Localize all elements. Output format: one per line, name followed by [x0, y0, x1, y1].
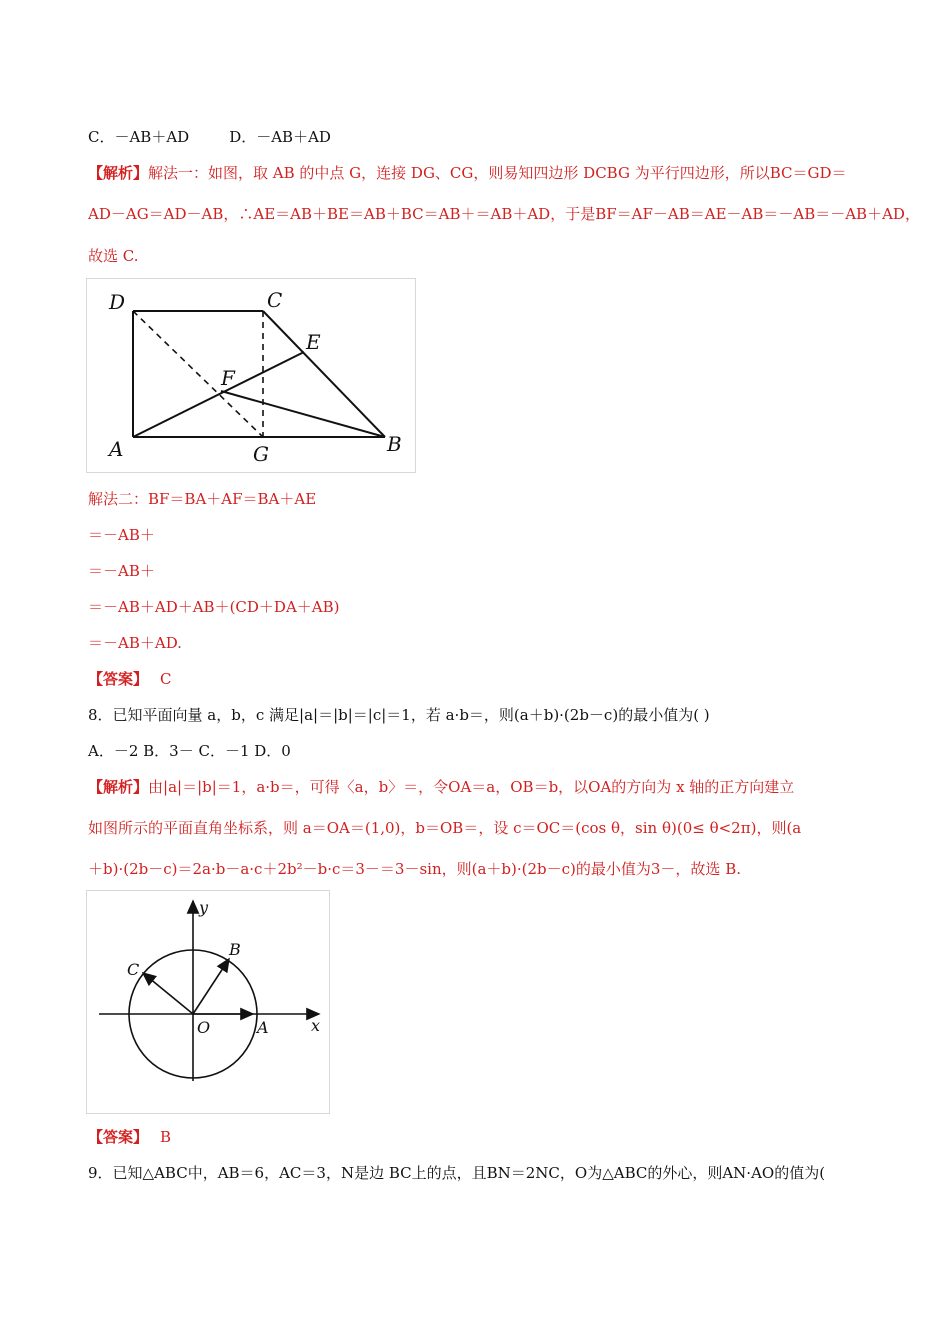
label-g: G	[253, 442, 269, 466]
answer-value: C	[160, 670, 172, 688]
label-y: y	[199, 898, 209, 917]
label-f: F	[221, 366, 235, 390]
analysis8-text1: 由|a|＝|b|＝1，a·b＝，可得〈a，b〉＝，令OA＝a，OB＝b，以OA的方向为 x 轴的正方向建立	[148, 778, 795, 796]
analysis1-line3: 故选 C.	[88, 247, 139, 265]
analysis2-line1: 解法二：BF＝BA＋AF＝BA＋AE	[88, 490, 317, 508]
answer-value: B	[160, 1128, 172, 1146]
analysis2-line5: ＝－AB＋AD.	[88, 634, 182, 652]
label-b: B	[229, 940, 241, 959]
answer-tag: 【答案】	[88, 1128, 149, 1146]
analysis1-text1: 解法一：如图，取 AB 的中点 G，连接 DG、CG，则易知四边形 DCBG 为平行四边形，所以BC＝GD＝	[148, 164, 847, 182]
answer-q8	[88, 1126, 171, 1148]
label-a: A	[257, 1018, 269, 1037]
vector-oc	[143, 973, 193, 1014]
analysis8-line1	[88, 776, 794, 798]
vector-ob	[193, 959, 229, 1014]
label-c: C	[127, 960, 140, 979]
label-a: A	[109, 437, 124, 461]
analysis8-line3: ＋b)·(2b－c)＝2a·b－a·c＋2b²－b·c＝3－＝3－sin，则(a＋b)·(2b－c)的最小值为3－，故选 B.	[88, 860, 741, 878]
q8-stem: 8．已知平面向量 a，b，c 满足|a|＝|b|＝|c|＝1，若 a·b＝，则(a＋b)·(2b－c)的最小值为( )	[88, 706, 710, 724]
segment-fb	[221, 391, 385, 437]
analysis1-line2: AD－AG＝AD－AB，∴AE＝AB＋BE＝AB＋BC＝AB＋＝AB＋AD，于是BF＝AF－AB＝AE－AB＝－AB＝－AB＋AD，	[88, 205, 920, 223]
label-b: B	[387, 432, 402, 456]
label-e: E	[306, 330, 321, 354]
analysis8-line2: 如图所示的平面直角坐标系，则 a＝OA＝(1,0)，b＝OB＝，设 c＝OC＝(cos θ，sin θ)(0≤ θ<2π)，则(a	[88, 819, 802, 837]
analysis-tag: 【解析】	[88, 778, 149, 796]
q9-stem: 9．已知△ABC中，AB＝6，AC＝3，N是边 BC上的点，且BN＝2NC，O为△ABC的外心，则AN·AO的值为(	[88, 1164, 826, 1182]
trapezoid-svg	[87, 279, 415, 472]
analysis2-line4: ＝－AB＋AD＋AB＋(CD＋DA＋AB)	[88, 598, 340, 616]
segment-ae	[133, 352, 304, 437]
analysis1-line1	[88, 162, 847, 184]
analysis2-line3: ＝－AB＋	[88, 562, 155, 580]
answer-q7	[88, 668, 172, 690]
dashed-dg	[133, 311, 263, 437]
q7-options-cd	[88, 126, 331, 148]
answer-tag: 【答案】	[88, 670, 149, 688]
option-c: C．－AB＋AD	[88, 128, 190, 146]
analysis2-line2: ＝－AB＋	[88, 526, 155, 544]
unit-circle-svg	[87, 891, 329, 1113]
label-o: O	[197, 1018, 211, 1037]
label-c: C	[267, 288, 283, 312]
unit-circle-figure	[86, 890, 330, 1114]
option-d: D．－AB＋AD	[229, 128, 331, 146]
label-x: x	[311, 1016, 321, 1035]
label-d: D	[109, 290, 126, 314]
trapezoid-figure	[86, 278, 416, 473]
edge-cb	[263, 311, 385, 437]
q8-options: A．－2 B．3－ C．－1 D．0	[88, 742, 291, 760]
analysis-tag: 【解析】	[88, 164, 149, 182]
